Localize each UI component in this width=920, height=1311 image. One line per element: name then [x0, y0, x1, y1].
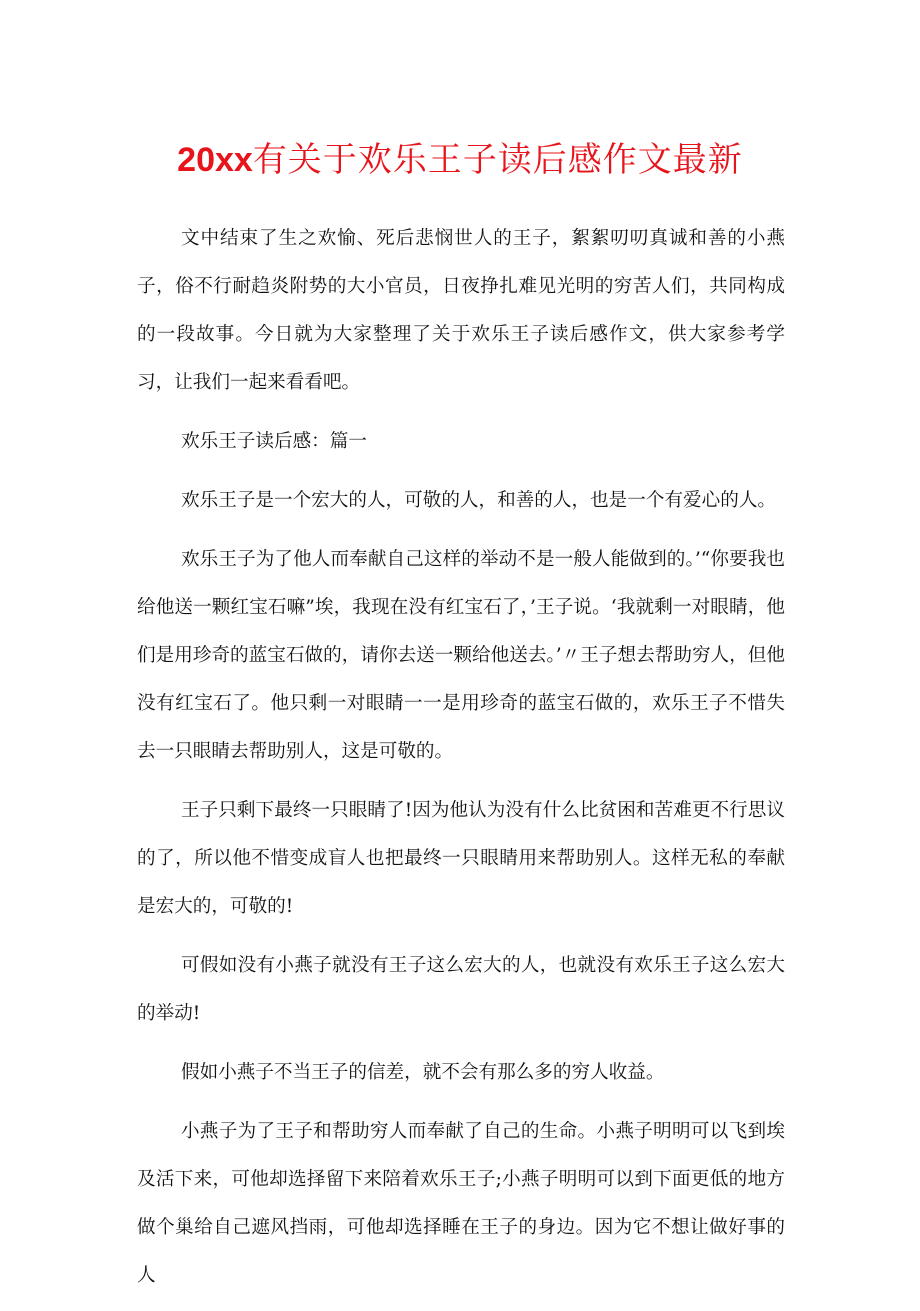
body-paragraph: 可假如没有小燕子就没有王子这么宏大的人，也就没有欢乐王子这么宏大的举动! [137, 955, 785, 1024]
document-body [137, 215, 785, 1311]
section-heading: 欢乐王子读后感：篇一 [181, 431, 367, 452]
document-title-text: 有关于欢乐王子读后感作文最新 [252, 140, 743, 180]
body-paragraph: 小燕子为了王子和帮助穷人而奉献了自己的生命。小燕子明明可以飞到埃及活下来，可他却选择留下来陪着欢乐王子;小燕子明明可以到下面更低的地方做个巢给自己遮风挡雨，可他却选择睡在王子的身边。因为它不想让做好事的人 [137, 1121, 785, 1286]
body-paragraph: 假如小燕子不当王子的信差，就不会有那么多的穷人收益。 [181, 1062, 665, 1083]
body-paragraph: 欢乐王子是一个宏大的人，可敬的人，和善的人，也是一个有爱心的人。 [181, 490, 777, 511]
document-title [0, 138, 920, 182]
document-title-year: 20xx [177, 141, 253, 179]
body-paragraph: 欢乐王子为了他人而奉献自己这样的举动不是一般人能做到的。’“你要我也给他送一颗红宝石嘛”埃，我现在没有红宝石了，’王子说。‘我就剩一对眼睛，他们是用珍奇的蓝宝石做的，请你去送一颗给他送去。’〃王子想去帮助穷人，但他没有红宝石了。他只剩一对眼睛一一是用珍奇的蓝宝石做的，欢乐王子不惜失去一只眼睛去帮助别人，这是可敬的。 [137, 549, 785, 762]
intro-paragraph: 文中结束了生之欢愉、死后悲悯世人的王子，絮絮叨叨真诚和善的小燕子，俗不行耐趋炎附势的大小官员，日夜挣扎难见光明的穷苦人们，共同构成的一段故事。今日就为大家整理了关于欢乐王子读后感作文，供大家参考学习，让我们一起来看看吧。 [137, 228, 785, 393]
body-paragraph: 王子只剩下最终一只眼睛了!因为他认为没有什么比贫困和苦难更不行思议的了，所以他不惜变成盲人也把最终一只眼睛用来帮助别人。这样无私的奉献是宏大的，可敬的! [137, 800, 785, 917]
